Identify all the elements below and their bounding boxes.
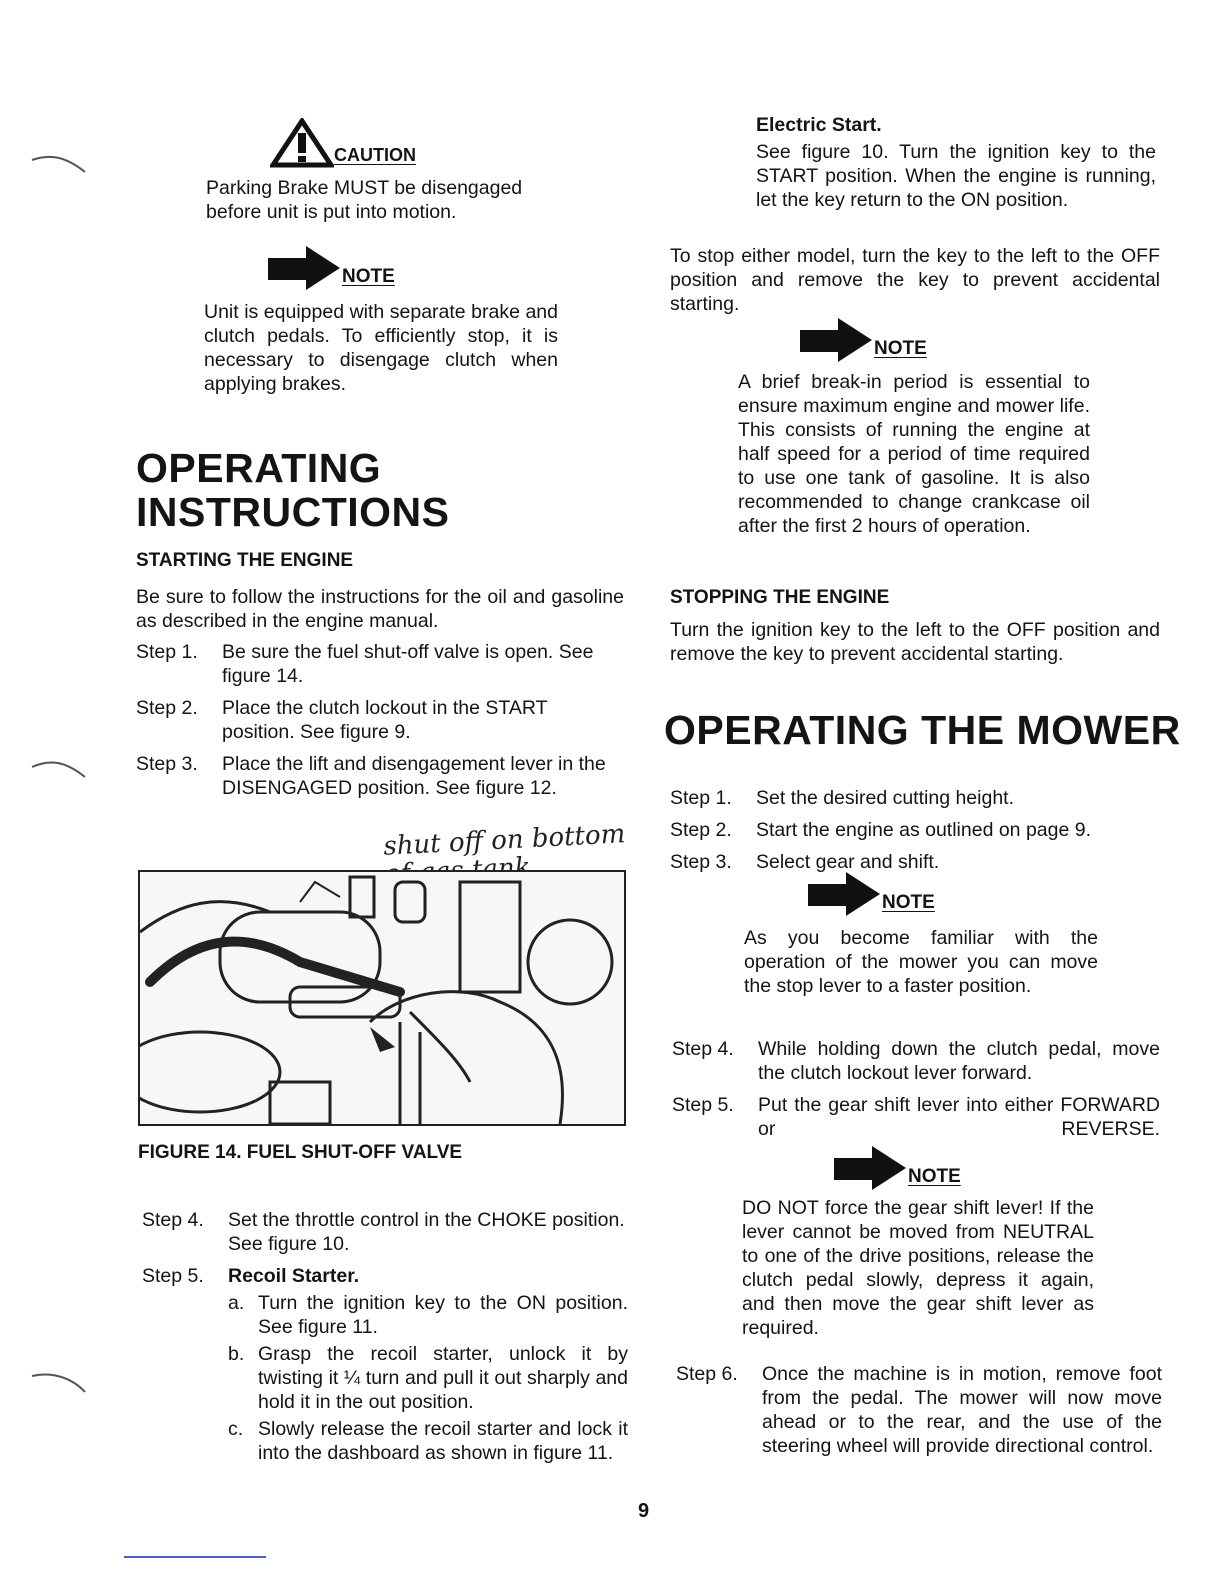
step-text: Put the gear shift lever into either FORWARD or REVERSE. bbox=[758, 1094, 1160, 1140]
step-label: Step 4. bbox=[142, 1209, 204, 1231]
scan-mark-decoration bbox=[30, 755, 90, 785]
list-item bbox=[136, 752, 624, 800]
mower-step-6 bbox=[676, 1362, 1162, 1458]
arrow-right-icon bbox=[268, 246, 340, 290]
list-item bbox=[142, 1208, 628, 1256]
note3-header bbox=[808, 872, 935, 916]
step-text: Be sure the fuel shut-off valve is open. See figure 14. bbox=[222, 641, 594, 687]
list-item bbox=[670, 850, 1160, 874]
step-label: Step 3. bbox=[136, 753, 198, 775]
note1-label: NOTE bbox=[342, 266, 395, 287]
list-item bbox=[670, 786, 1160, 810]
arrow-right-icon bbox=[834, 1146, 906, 1190]
step-text: Select gear and shift. bbox=[756, 851, 940, 873]
electric-start-heading: Electric Start. bbox=[756, 114, 882, 136]
step-label: Step 2. bbox=[670, 819, 732, 841]
starting-steps-b bbox=[142, 1208, 628, 1288]
caution-text: Parking Brake MUST be disengaged before unit is put into motion. bbox=[206, 177, 523, 223]
list-item bbox=[228, 1417, 628, 1465]
note4-header bbox=[834, 1146, 961, 1190]
step-label: Step 1. bbox=[136, 641, 198, 663]
step-label: Step 5. bbox=[142, 1265, 204, 1287]
starting-steps bbox=[136, 640, 624, 800]
list-item bbox=[228, 1342, 628, 1414]
list-item bbox=[676, 1362, 1162, 1458]
note2-text: A brief break-in period is essential to ensure maximum engine and mower life. This consists of running the engine at half speed for a period of time required to use one tank of gasoline. It is also recommended to change crankcase oil after the first 2 hours of operation. bbox=[738, 371, 1090, 537]
mower-steps bbox=[670, 786, 1160, 874]
stopping-engine-heading: STOPPING THE ENGINE bbox=[670, 587, 890, 608]
item-label: a. bbox=[228, 1292, 245, 1314]
figure-14-illustration bbox=[138, 870, 626, 1126]
starting-engine-heading: STARTING THE ENGINE bbox=[136, 550, 354, 571]
mower-steps-b bbox=[672, 1037, 1160, 1141]
caution-label: CAUTION bbox=[334, 145, 416, 165]
list-item bbox=[136, 696, 624, 744]
note2-header bbox=[800, 318, 927, 362]
list-item bbox=[142, 1264, 628, 1288]
item-text: Slowly release the recoil starter and lock it into the dashboard as shown in figure 11. bbox=[258, 1418, 628, 1464]
list-item bbox=[672, 1037, 1160, 1085]
item-text: Grasp the recoil starter, unlock it by twisting it ¼ turn and pull it out sharply and hold it in the out position. bbox=[258, 1343, 628, 1413]
note3-text: As you become familiar with the operation of the mower you can move the stop lever to a faster position. bbox=[744, 927, 1098, 997]
caution-header bbox=[270, 118, 416, 168]
heading-line-2: INSTRUCTIONS bbox=[136, 489, 450, 535]
stopping-engine-text: Turn the ignition key to the left to the OFF position and remove the key to prevent accidental starting. bbox=[670, 619, 1160, 665]
step-text: Set the desired cutting height. bbox=[756, 787, 1015, 809]
warning-triangle-icon bbox=[270, 118, 334, 168]
item-text: Turn the ignition key to the ON position. See figure 11. bbox=[258, 1292, 628, 1338]
starting-intro: Be sure to follow the instructions for the oil and gasoline as described in the engine manual. bbox=[136, 586, 624, 632]
step-label: Step 1. bbox=[670, 787, 732, 809]
note3-label: NOTE bbox=[882, 892, 935, 913]
step-text: Set the throttle control in the CHOKE position. See figure 10. bbox=[228, 1209, 625, 1255]
note2-label: NOTE bbox=[874, 338, 927, 359]
step-text: Once the machine is in motion, remove foot from the pedal. The mower will now move ahead or to the rear, and the use of the steering wheel will provide directional control. bbox=[762, 1363, 1162, 1457]
operating-instructions-heading bbox=[136, 446, 450, 534]
heading-line-1: OPERATING bbox=[136, 445, 382, 491]
page-number: 9 bbox=[638, 1500, 650, 1522]
step-label: Step 4. bbox=[672, 1038, 734, 1060]
step-label: Step 5. bbox=[672, 1094, 734, 1116]
scan-mark-decoration bbox=[30, 150, 90, 180]
arrow-right-icon bbox=[808, 872, 880, 916]
list-item bbox=[228, 1291, 628, 1339]
note1-header bbox=[268, 246, 395, 290]
item-label: b. bbox=[228, 1343, 245, 1365]
recoil-starter-heading: Recoil Starter. bbox=[228, 1265, 360, 1287]
list-item bbox=[670, 818, 1160, 842]
list-item bbox=[672, 1093, 1160, 1141]
handwritten-note: shut off on bottom tank bbox=[382, 819, 626, 886]
step-label: Step 3. bbox=[670, 851, 732, 873]
step-text: Place the clutch lockout in the START position. See figure 9. bbox=[222, 697, 548, 743]
arrow-right-icon bbox=[800, 318, 872, 362]
note4-text: DO NOT force the gear shift lever! If the lever cannot be moved from NEUTRAL to one of the drive positions, release the clutch pedal slowly, depress it again, and then move the gear shift lever as required. bbox=[742, 1197, 1094, 1339]
step-label: Step 6. bbox=[676, 1363, 738, 1385]
recoil-starter-items bbox=[228, 1291, 628, 1465]
note1-text: Unit is equipped with separate brake and clutch pedals. To efficiently stop, it is necessary to disengage clutch when applying brakes. bbox=[204, 301, 558, 395]
fuel-valve-illustration bbox=[140, 872, 624, 1124]
operating-mower-heading: OPERATING THE MOWER bbox=[664, 707, 1181, 753]
note4-label: NOTE bbox=[908, 1166, 961, 1187]
step-text: Start the engine as outlined on page 9. bbox=[756, 819, 1092, 841]
figure-14-caption: FIGURE 14. FUEL SHUT-OFF VALVE bbox=[138, 1142, 463, 1163]
step-text: While holding down the clutch pedal, move the clutch lockout lever forward. bbox=[758, 1038, 1160, 1084]
item-label: c. bbox=[228, 1418, 244, 1440]
stop-either-model-text: To stop either model, turn the key to the left to the OFF position and remove the key to prevent accidental starting. bbox=[670, 245, 1160, 315]
scan-mark-decoration bbox=[30, 1368, 90, 1398]
list-item bbox=[136, 640, 624, 688]
step-label: Step 2. bbox=[136, 697, 198, 719]
edge-line-decoration bbox=[124, 1556, 266, 1558]
step-text: Place the lift and disengagement lever in the DISENGAGED position. See figure 12. bbox=[222, 753, 606, 799]
electric-start-text: See figure 10. Turn the ignition key to the START position. When the engine is running, let the key return to the ON position. bbox=[756, 141, 1156, 211]
